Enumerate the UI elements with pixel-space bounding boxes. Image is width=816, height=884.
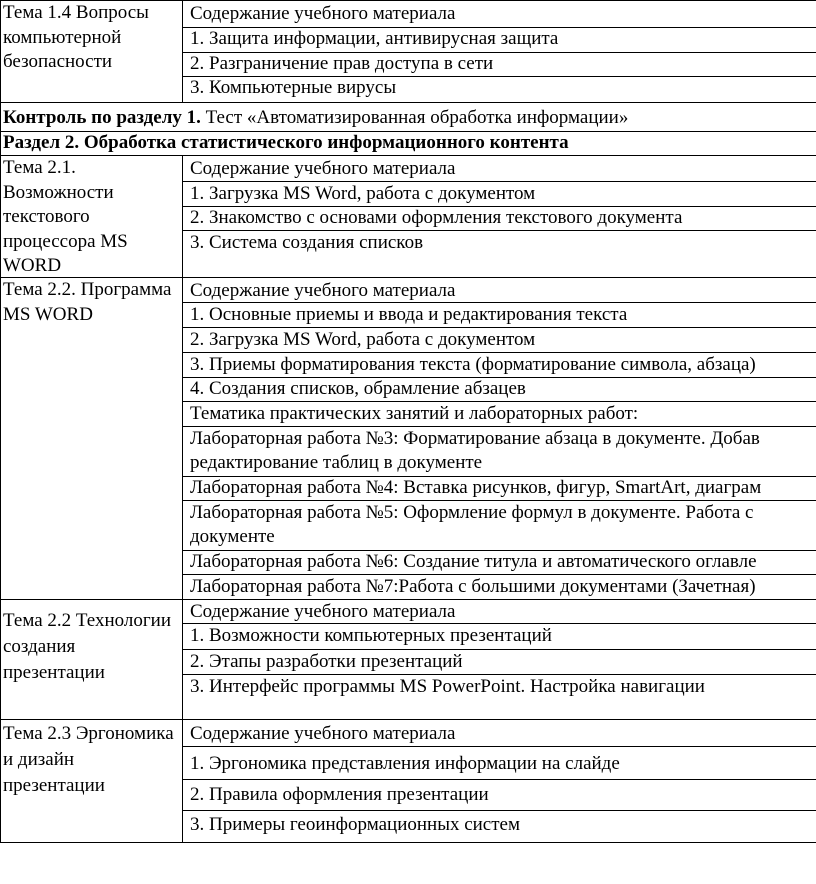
content-item: 2. Этапы разработки презентаций (190, 651, 463, 672)
content-item: 3. Система создания списков (190, 232, 424, 253)
topic-cell: Тема 2.2 Технологии создания презентации (3, 610, 171, 683)
topic-cell: Тема 1.4 Вопросы компьютерной безопасности (3, 2, 149, 72)
content-item: 3. Примеры геоинформационных систем (190, 814, 521, 835)
content-heading: Содержание учебного материала (190, 723, 456, 744)
content-item: 1. Возможности компьютерных презентаций (190, 625, 552, 646)
table-border (0, 0, 1, 843)
content-subheading: Тематика практических занятий и лабораторных работ: (190, 403, 639, 424)
content-item: 3. Приемы форматирования текста (форматирование символа, абзаца) (190, 354, 756, 375)
topic-cell: Тема 2.3 Эргономика и дизайн презентации (3, 723, 174, 796)
content-item: 1. Загрузка MS Word, работа с документом (190, 183, 536, 204)
section-heading: Раздел 2. Обработка статистического информационного контента (3, 132, 569, 153)
row-divider (0, 102, 816, 103)
section-control-row (3, 106, 628, 130)
content-heading: Содержание учебного материала (190, 3, 456, 24)
content-item: 2. Загрузка MS Word, работа с документом (190, 329, 536, 350)
column-divider (182, 155, 183, 843)
lab-work-item: Лабораторная работа №5: Оформление формул в документе. Работа с (190, 502, 754, 523)
lab-work-item: Лабораторная работа №6: Создание титула и автоматического оглавле (190, 551, 757, 572)
content-item: 1. Эргономика представления информации на слайде (190, 753, 620, 774)
content-item: 1. Защита информации, антивирусная защита (190, 28, 559, 49)
row-divider (182, 746, 816, 747)
lab-work-item-cont: документе (190, 526, 275, 547)
topic-cell: Тема 2.1. Возможности текстового процессора MS WORD (3, 157, 128, 276)
table-border (0, 842, 816, 843)
row-divider (0, 719, 816, 720)
content-heading: Содержание учебного материала (190, 280, 456, 301)
lab-work-item: Лабораторная работа №4: Вставка рисунков, фигур, SmartArt, диаграм (190, 477, 762, 498)
control-text: Тест «Автоматизированная обработка информации» (200, 107, 629, 128)
content-item: 3. Компьютерные вирусы (190, 77, 397, 98)
content-item: 3. Интерфейс программы MS PowerPoint. Настройка навигации (190, 676, 705, 697)
content-item: 1. Основные приемы и ввода и редактирования текста (190, 304, 628, 325)
topic-cell: Тема 2.2. Программа MS WORD (3, 279, 172, 325)
lab-work-item-cont: редактирование таблиц в документе (190, 452, 483, 473)
row-divider (182, 779, 816, 780)
control-label: Контроль по разделу 1. (3, 107, 201, 128)
content-item: 2. Знакомство с основами оформления текстового документа (190, 207, 683, 228)
content-heading: Содержание учебного материала (190, 601, 456, 622)
row-divider (182, 810, 816, 811)
content-item: 4. Создания списков, обрамление абзацев (190, 378, 526, 399)
content-item: 2. Правила оформления презентации (190, 784, 489, 805)
lab-work-item: Лабораторная работа №3: Форматирование абзаца в документе. Добав (190, 428, 760, 449)
content-item: 2. Разграничение прав доступа в сети (190, 53, 494, 74)
lab-work-item: Лабораторная работа №7:Работа с большими документами (Зачетная) (190, 576, 756, 597)
content-heading: Содержание учебного материала (190, 158, 456, 179)
